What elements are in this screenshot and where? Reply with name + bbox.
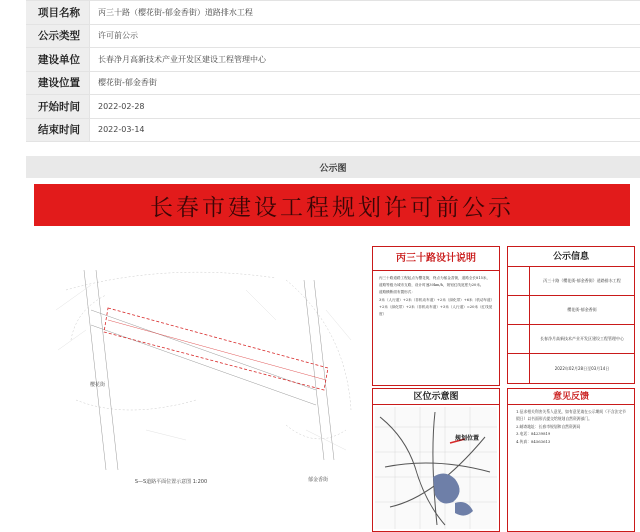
design-panel-title: 丙三十路设计说明: [373, 247, 499, 271]
feedback-text: 3.电话：84239819: [516, 431, 551, 437]
design-body-text: 丙三十路道路工程起点为樱花街，终点为郁金香街，道路全长815米，道路等级为城市支路，设计时速30km/h，规划红线宽度为20米。: [379, 276, 491, 288]
public-info-value: 2022年02月28日至03月14日: [554, 365, 610, 371]
info-row-start: [26, 95, 640, 119]
design-body-text: 道路横断面布置形式：: [379, 290, 415, 295]
drawing-caption: S—S道路平面位置示意图 1:200: [134, 479, 208, 485]
feedback-text: 4.传真：84563613: [516, 439, 551, 445]
info-row-unit: [26, 48, 640, 72]
public-info-row: [508, 296, 634, 325]
feedback-text: 2.邮寄地址：长春市规划和自然资源局: [516, 423, 581, 429]
location-map-panel: [372, 388, 500, 532]
public-info-key: [508, 267, 530, 295]
public-info-value: 丙三十路（樱花街-郁金香街）道路排水工程: [543, 278, 621, 283]
design-body-text: 3米（人行道）+2米（非机动车道）+2米（绿化带）+6米（机动车道）+2米（绿化带）+2米（非机动车道）+3米（人行道）=20米（红线宽度）: [379, 297, 493, 317]
banner-title: 长春市建设工程规划许可前公示: [150, 194, 514, 221]
notice-poster-image[interactable]: [26, 178, 640, 532]
road-plan-svg: [46, 250, 361, 490]
design-description-panel: [372, 246, 500, 386]
feedback-title: 意见反馈: [508, 389, 634, 405]
public-info-key: [508, 296, 530, 324]
notice-banner: [34, 184, 630, 226]
info-value: 樱花街-郁金香街: [98, 78, 157, 88]
end-street-label: 郁金香街: [308, 477, 329, 483]
public-info-value: 樱花街-郁金香街: [567, 307, 597, 312]
public-info-key: [508, 325, 530, 353]
public-info-row: [508, 354, 634, 383]
info-value: 许可前公示: [98, 31, 138, 41]
info-label: 结束时间: [26, 119, 90, 142]
info-label: 开始时间: [26, 95, 90, 118]
info-label: 项目名称: [26, 1, 90, 24]
project-info-table: [26, 0, 640, 142]
info-row-location: [26, 72, 640, 96]
public-info-value: 长春净月高新技术产业开发区建设工程管理中心: [540, 336, 624, 341]
public-info-panel: [507, 246, 635, 384]
public-info-key: [508, 354, 530, 383]
location-map-title: 区位示意图: [373, 389, 499, 405]
info-label: 公示类型: [26, 25, 90, 48]
notice-header: 公示图: [26, 156, 640, 178]
info-row-end: [26, 119, 640, 143]
feedback-body: [508, 405, 634, 451]
info-label: 建设单位: [26, 48, 90, 71]
public-info-row: [508, 267, 634, 296]
info-value: 长春净月高新技术产业开发区建设工程管理中心: [98, 54, 266, 64]
info-row-type: [26, 25, 640, 49]
public-info-row: [508, 325, 634, 354]
info-label: 建设位置: [26, 72, 90, 95]
start-street-label: 樱花街: [90, 382, 106, 388]
info-row-name: [26, 1, 640, 25]
info-value: 2022-02-28: [98, 101, 145, 111]
feedback-text: 1.征求相关利害关系人意见，如有意见请在公示期间（不含法定节假日）以书面形式提交给规划自然资源部门。: [516, 409, 626, 421]
public-info-title: 公示信息: [508, 247, 634, 267]
info-value: 丙三十路（樱花街-郁金香街）道路排水工程: [98, 7, 253, 17]
feedback-panel: [507, 388, 635, 532]
plan-location-label: 规划位置: [455, 435, 480, 442]
road-plan-drawing: [46, 250, 361, 490]
info-value: 2022-03-14: [98, 125, 145, 135]
location-map-svg: [375, 407, 497, 529]
design-panel-body: [373, 271, 499, 322]
